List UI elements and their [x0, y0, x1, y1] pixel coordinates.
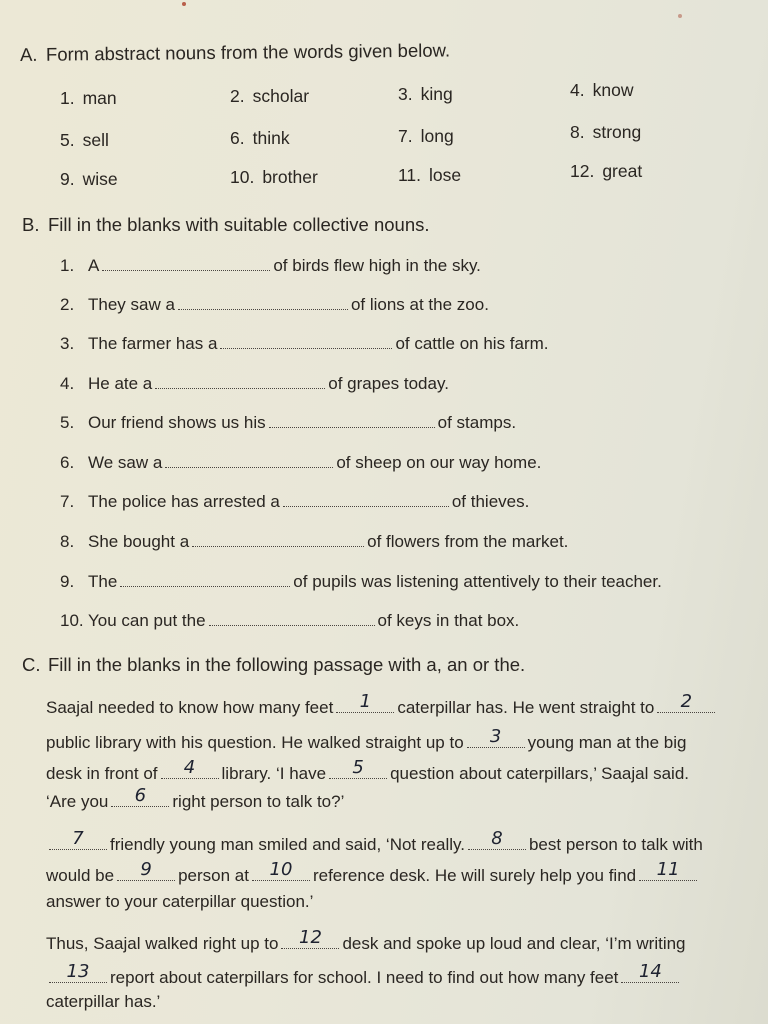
passage-text: desk in front of	[46, 764, 158, 783]
handwritten-blank-number: 3	[489, 726, 502, 747]
item-number: 10.	[230, 167, 255, 188]
passage-text: best person to talk with	[528, 835, 703, 854]
abstract-noun-item	[230, 167, 318, 188]
sentence-start: Our friend shows us his	[88, 413, 266, 432]
article-blank[interactable]	[111, 785, 169, 807]
passage-text: public library with his question. He walked straight up to	[46, 733, 464, 752]
article-blank[interactable]	[467, 726, 525, 748]
handwritten-blank-number: 7	[72, 828, 84, 849]
item-word: scholar	[252, 86, 310, 107]
article-blank[interactable]	[468, 828, 526, 850]
item-number: 5.	[60, 413, 75, 432]
passage-line	[46, 691, 718, 718]
handwritten-blank-number: 14	[638, 961, 662, 982]
article-blank[interactable]	[281, 927, 339, 949]
item-word: king	[420, 84, 453, 105]
answer-blank[interactable]	[178, 297, 348, 310]
sentence-start: He ate a	[88, 374, 153, 393]
collective-noun-item	[60, 572, 662, 592]
collective-noun-item	[60, 453, 541, 473]
passage-text: Thus, Saajal walked right up to	[46, 934, 279, 953]
passage-text: caterpillar has. He went straight to	[397, 698, 655, 717]
passage-line	[46, 992, 160, 1012]
collective-noun-item	[60, 334, 549, 354]
item-word: think	[252, 128, 290, 149]
passage-line	[46, 927, 686, 954]
abstract-noun-item	[398, 84, 453, 105]
section-a-title: Form abstract nouns from the words given below.	[45, 39, 451, 65]
item-number: 3.	[60, 334, 75, 353]
answer-blank[interactable]	[192, 534, 364, 547]
passage-text: caterpillar has.’	[46, 992, 161, 1011]
passage-line	[46, 828, 703, 855]
handwritten-blank-number: 8	[491, 828, 503, 849]
item-number: 12.	[570, 160, 595, 181]
passage-line	[46, 892, 313, 912]
section-c-title: Fill in the blanks in the following passage with a, an or the.	[48, 654, 526, 675]
passage-text: ‘Are you	[46, 792, 109, 811]
passage-text: friendly young man smiled and said, ‘Not really.	[110, 835, 465, 854]
answer-blank[interactable]	[283, 494, 449, 507]
item-number: 2.	[230, 86, 245, 107]
passage-text: report about caterpillars for school. I need to find out how many feet	[110, 968, 619, 987]
item-number: 9.	[60, 572, 75, 591]
answer-blank[interactable]	[155, 376, 325, 389]
section-b-title: Fill in the blanks with suitable collective nouns.	[48, 214, 430, 235]
item-number: 7.	[60, 492, 75, 511]
abstract-noun-item	[570, 161, 642, 182]
abstract-noun-item	[398, 126, 454, 147]
handwritten-blank-number: 12	[299, 927, 322, 948]
handwritten-blank-number: 6	[134, 785, 147, 806]
item-word: strong	[592, 121, 642, 142]
item-number: 4.	[570, 79, 585, 100]
answer-blank[interactable]	[269, 415, 435, 428]
passage-text: library. ‘I have	[221, 764, 327, 783]
item-number: 4.	[60, 374, 75, 393]
ink-mark	[678, 14, 682, 18]
passage-text: reference desk. He will surely help you find	[312, 866, 637, 885]
collective-noun-item	[60, 295, 489, 315]
item-number: 8.	[60, 532, 75, 551]
sentence-end: of cattle on his farm.	[395, 334, 549, 353]
section-b-heading	[22, 214, 430, 236]
handwritten-blank-number: 2	[680, 691, 693, 712]
collective-noun-item	[60, 256, 481, 276]
sentence-end: of flowers from the market.	[367, 532, 569, 551]
article-blank[interactable]	[161, 757, 219, 779]
handwritten-blank-number: 11	[656, 859, 680, 880]
handwritten-blank-number: 5	[352, 757, 364, 778]
section-c-letter: C.	[22, 654, 41, 675]
passage-line	[46, 726, 687, 753]
passage-text: question about caterpillars,’ Saajal said.	[390, 764, 690, 783]
abstract-noun-item	[230, 86, 309, 107]
item-word: lose	[429, 165, 462, 186]
article-blank[interactable]	[329, 757, 387, 779]
passage-text: Saajal needed to know how many feet	[46, 698, 334, 717]
item-word: great	[602, 160, 643, 181]
item-number: 6.	[230, 128, 245, 149]
answer-blank[interactable]	[102, 258, 270, 271]
ink-mark	[182, 2, 186, 6]
sentence-start: You can put the	[88, 611, 206, 630]
abstract-noun-item	[570, 80, 633, 101]
passage-line	[46, 757, 690, 784]
item-word: know	[592, 79, 634, 100]
item-number: 11.	[398, 165, 422, 186]
abstract-noun-item	[60, 169, 118, 190]
passage-line	[46, 961, 682, 988]
item-number: 3.	[398, 84, 413, 105]
item-number: 1.	[60, 88, 75, 108]
section-c-heading	[22, 654, 525, 676]
abstract-noun-item	[60, 130, 109, 151]
sentence-end: of birds flew high in the sky.	[273, 256, 481, 275]
collective-noun-item	[60, 611, 519, 631]
collective-noun-item	[60, 413, 516, 433]
passage-text: young man at the big	[527, 733, 687, 752]
sentence-end: of keys in that box.	[377, 611, 520, 630]
article-blank[interactable]	[621, 961, 679, 983]
collective-noun-item	[60, 374, 449, 394]
section-a-heading	[20, 39, 450, 66]
item-word: wise	[82, 169, 118, 189]
passage-text: would be	[46, 866, 115, 885]
abstract-noun-item	[60, 88, 117, 109]
sentence-end: of stamps.	[437, 413, 517, 432]
sentence-start: The farmer has a	[88, 334, 218, 353]
answer-blank[interactable]	[209, 613, 375, 626]
item-number: 5.	[60, 130, 75, 150]
item-number: 7.	[398, 126, 413, 147]
passage-text: desk and spoke up loud and clear, ‘I’m writing	[342, 934, 686, 953]
article-blank[interactable]	[252, 859, 310, 881]
item-number: 6.	[60, 453, 75, 472]
article-blank[interactable]	[49, 828, 107, 850]
item-number: 2.	[60, 295, 75, 314]
item-word: sell	[82, 130, 109, 150]
passage-text: right person to talk to?’	[172, 792, 345, 811]
section-a-letter: A.	[19, 43, 38, 65]
passage-text: person at	[178, 866, 249, 885]
handwritten-blank-number: 9	[140, 859, 152, 880]
handwritten-blank-number: 13	[66, 961, 90, 982]
handwritten-blank-number: 1	[359, 691, 372, 712]
answer-blank[interactable]	[220, 336, 392, 349]
sentence-start: They saw a	[88, 295, 175, 314]
sentence-end: of thieves.	[451, 492, 530, 511]
sentence-start: A	[88, 256, 100, 275]
item-number: 1.	[60, 256, 75, 275]
item-number: 8.	[570, 121, 585, 142]
abstract-noun-item	[398, 165, 461, 186]
item-number: 9.	[60, 169, 75, 189]
item-number: 10.	[60, 611, 84, 630]
article-blank[interactable]	[657, 691, 715, 713]
article-blank[interactable]	[117, 859, 175, 881]
abstract-noun-item	[230, 128, 290, 149]
handwritten-blank-number: 4	[183, 757, 196, 778]
sentence-start: We saw a	[88, 453, 163, 472]
collective-noun-item	[60, 532, 568, 552]
sentence-start: The	[88, 572, 118, 591]
answer-blank[interactable]	[120, 574, 290, 587]
article-blank[interactable]	[336, 691, 394, 713]
item-word: brother	[262, 167, 318, 188]
passage-line	[46, 859, 700, 886]
article-blank[interactable]	[49, 961, 107, 983]
section-b-letter: B.	[22, 214, 40, 235]
sentence-end: of sheep on our way home.	[336, 453, 542, 472]
abstract-noun-item	[570, 122, 641, 143]
sentence-end: of pupils was listening attentively to their teacher.	[293, 572, 662, 591]
sentence-start: She bought a	[88, 532, 190, 551]
passage-text: answer to your caterpillar question.’	[46, 892, 314, 911]
sentence-end: of grapes today.	[328, 374, 449, 393]
collective-noun-item	[60, 492, 529, 512]
item-word: long	[420, 126, 454, 147]
article-blank[interactable]	[639, 859, 697, 881]
item-word: man	[82, 88, 117, 108]
passage-line	[46, 785, 345, 812]
answer-blank[interactable]	[165, 455, 333, 468]
sentence-end: of lions at the zoo.	[350, 295, 489, 314]
handwritten-blank-number: 10	[269, 859, 293, 880]
sentence-start: The police has arrested a	[88, 492, 280, 511]
